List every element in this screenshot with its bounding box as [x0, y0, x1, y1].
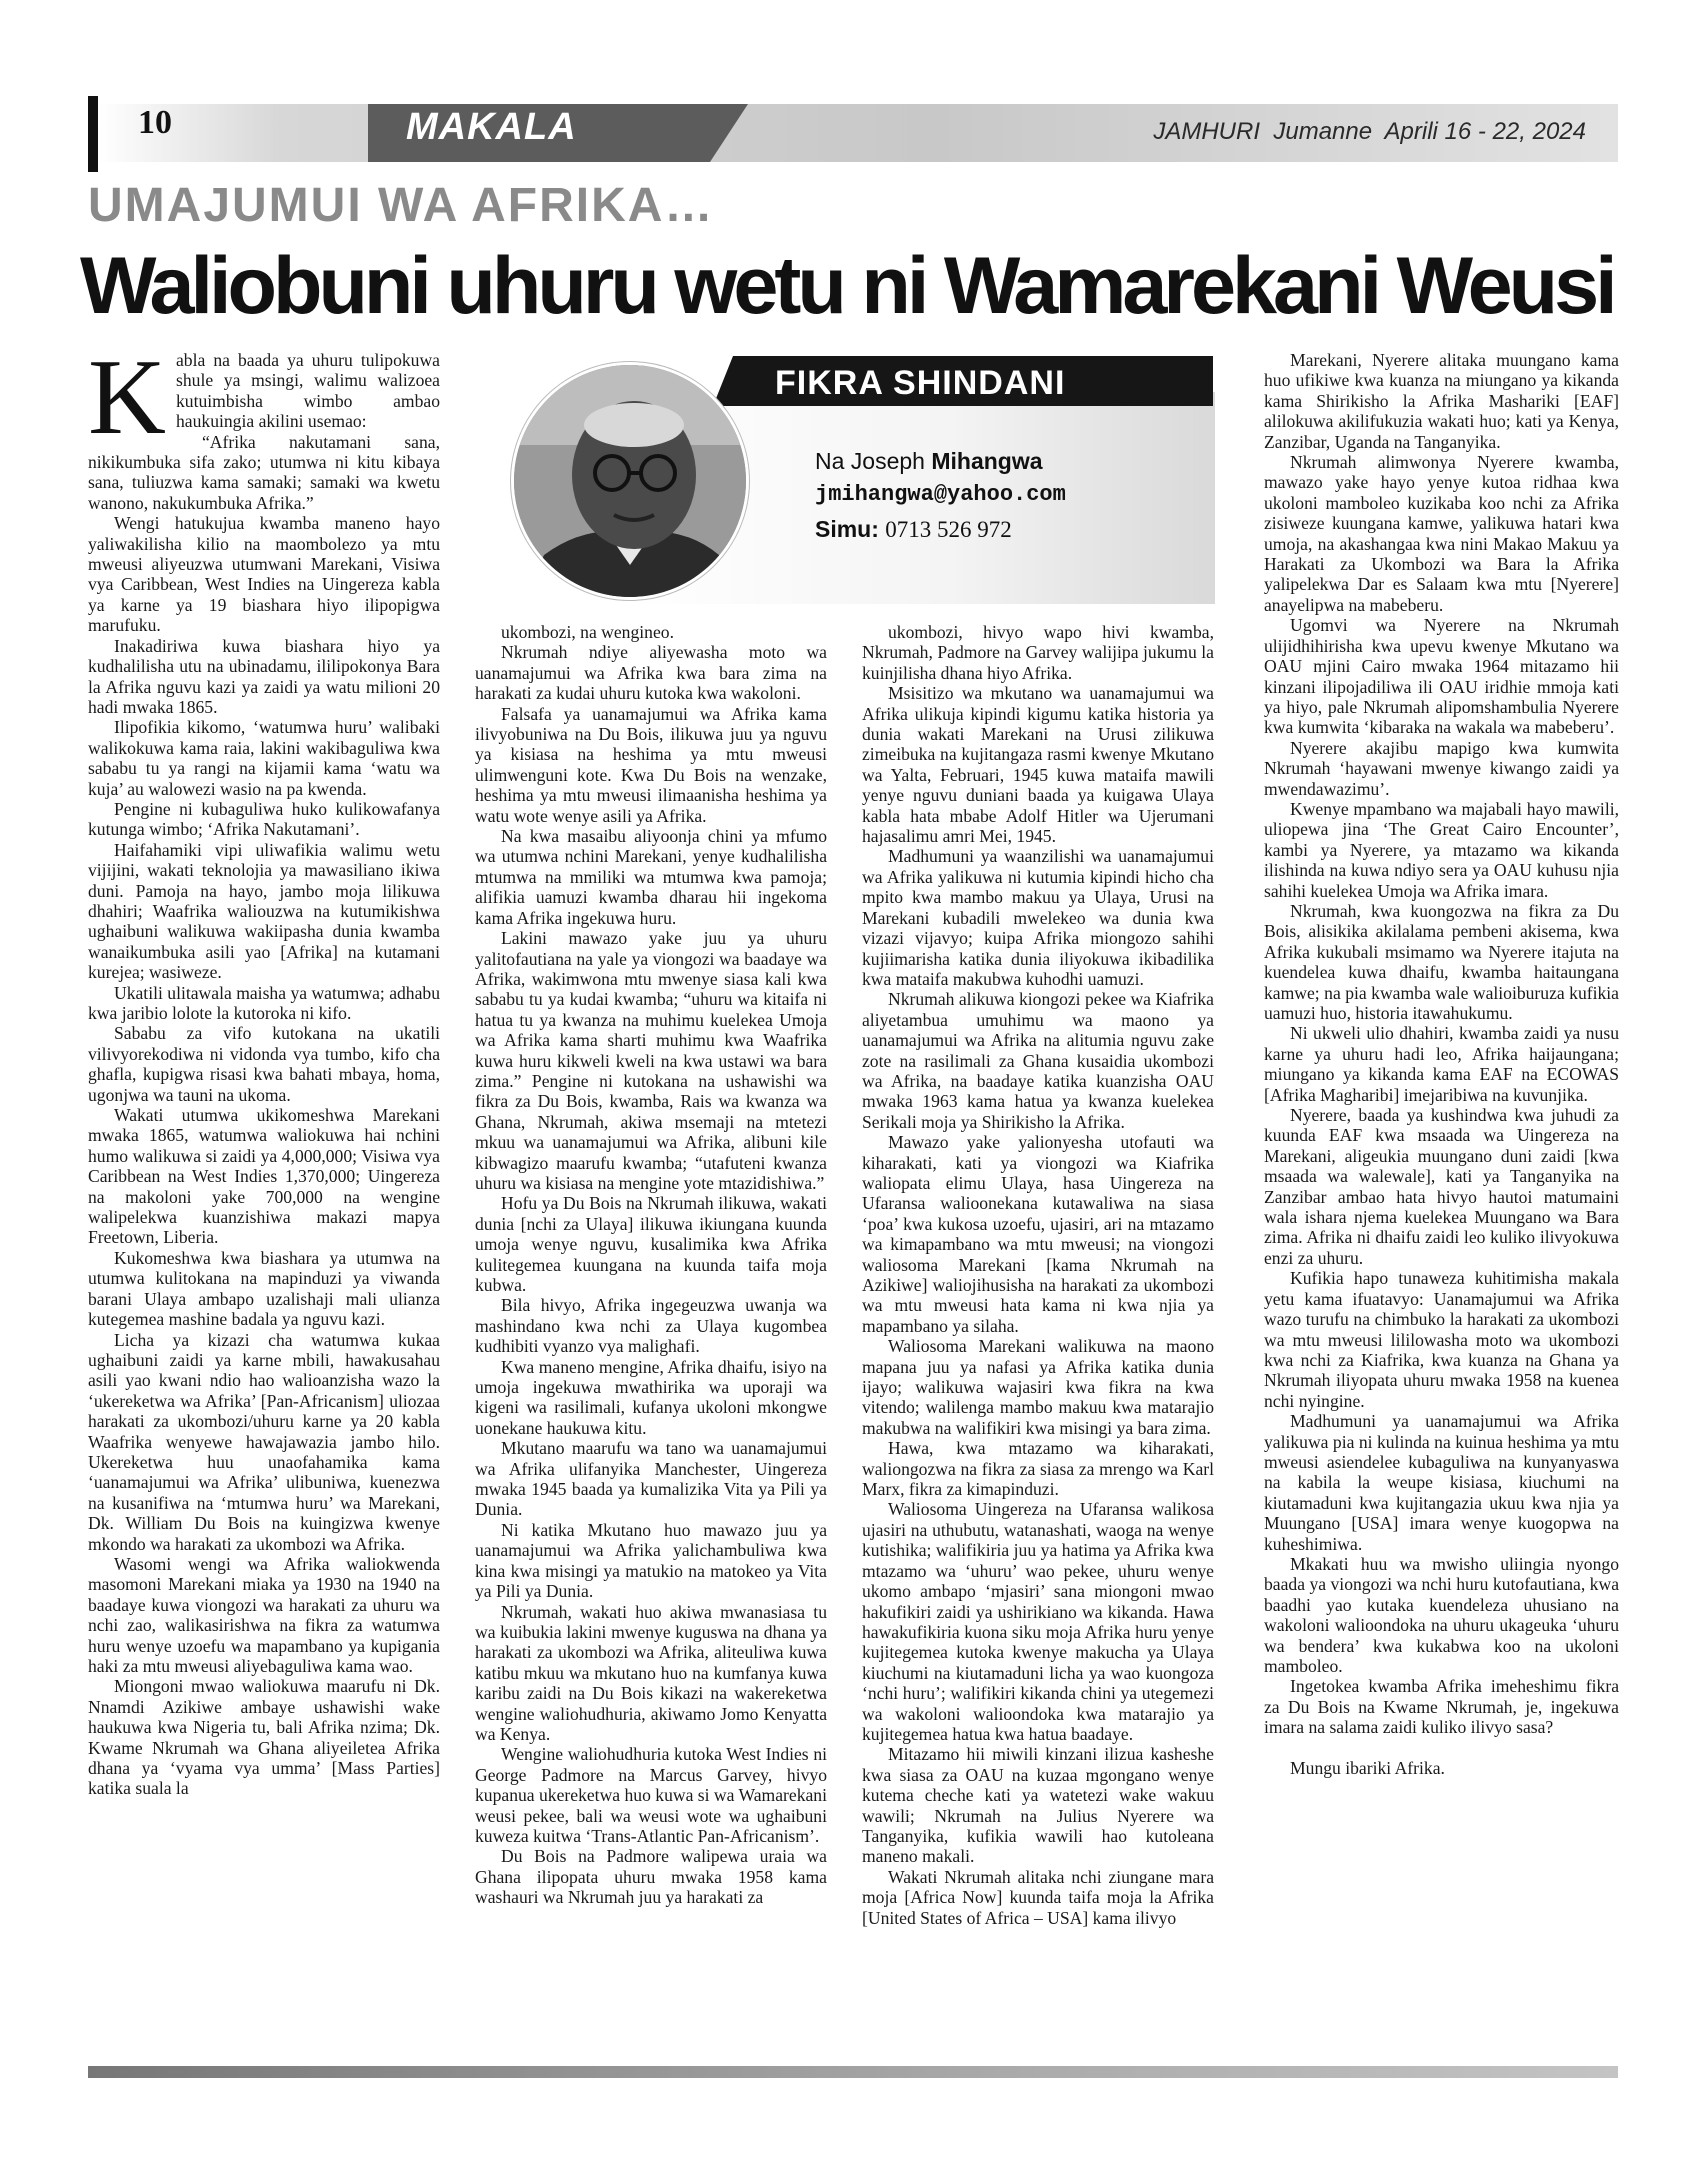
article-paragraph: abla na baada ya uhuru tulipokuwa shule ya msingi, walimu walizoea kutuimbisha wimbo ambao haukuingia akilini usemao:	[176, 350, 440, 432]
article-signoff: Mungu ibariki Afrika.	[1290, 1757, 1445, 1778]
article-paragraph: Nyerere akajibu mapigo kwa kumwita Nkrumah ‘hayawani mwenye kiwango zaidi ya mwendawazimu’.	[1264, 737, 1619, 799]
article-paragraph: Wengi hatukujua kwamba maneno hayo yaliwakilisha kilio na maombolezo ya mtu mweusi aliyeuzwa utumwani Marekani, Visiwa vya Caribbean, West Indies na Uingereza kabla ya karne ya 19 biashara hiyo ilipopigwa marufuku.	[88, 513, 440, 636]
article-paragraph: Bila hivyo, Afrika ingegeuzwa uwanja wa mashindano kwa nchi za Ulaya kugombea kudhibiti vyanzo vya malighafi.	[475, 1295, 827, 1357]
article-paragraph: Nkrumah ndiye aliyewasha moto wa uanamajumui wa Afrika kwa bara zima na harakati za kudai uhuru kutoka kwa wakoloni.	[475, 642, 827, 704]
article-paragraph: Nkrumah alimwonya Nyerere kwamba, mawazo yake hayo yenye kutoa ridhaa kwa ukoloni mamboleo kuzikaba koo nchi za Afrika zisiweze kuungana kamwe, yalikuwa hatari kwa umoja, na akashangaa kwa nini Makao Makuu ya Harakati za Ukombozi wa Bara la Afrika yalipelekwa Dar es Salaam kwa mtu [Nyerere] anayelipwa na mabeberu.	[1264, 452, 1619, 615]
article-paragraph: Waliosoma Uingereza na Ufaransa walikosa ujasiri na uthubutu, watanashati, waoga na wenye kutishika; walifikiria juu ya hatima ya Afrika kwa mtazamo wa ‘uhuru’ wao pekee, uhuru wenye ukomo ambapo ‘mjasiri’ sana miongoni mwao hakufikiri zaidi ya ushirikiano wa kikanda. Hawa hawakufikiria kuona siku moja Afrika huru yenye kujitegemea kutoka kwenye makucha ya Ulaya kiuchumi na kiutamaduni licha ya wao kuongoza ‘nchi huru’; walifikiri kikanda chini ya utegemezi wa wakoloni walioondoka kwa matarajio ya kujitegemea hatua kwa hatua baadaye.	[862, 1499, 1214, 1744]
kicker: UMAJUMUI WA AFRIKA…	[88, 179, 715, 232]
article-paragraph: Ukatili ulitawala maisha ya watumwa; adhabu kwa jaribio lolote la kutoroka ni kifo.	[88, 982, 440, 1023]
column-name: FIKRA SHINDANI	[775, 364, 1066, 402]
bottom-rule	[88, 2066, 1618, 2078]
article-paragraph: Ni katika Mkutano huo mawazo juu ya uanamajumui wa Afrika yalichambuliwa kwa kina kwa misingi ya matukio na matokeo ya Vita ya Pili ya Dunia.	[475, 1519, 827, 1602]
columnist-box	[475, 352, 1221, 608]
article-paragraph: Kukomeshwa kwa biashara ya utumwa na utumwa kulitokana na mapinduzi ya viwanda barani Ulaya ambapo uzalishaji mali ulianza kutegemea mashine badala ya nguvu kazi.	[88, 1247, 440, 1330]
article-column-2	[475, 622, 827, 1908]
article-paragraph: Wengine waliohudhuria kutoka West Indies ni George Padmore na Marcus Garvey, hivyo kupanua ukereketwa huo kuwa si wa Wamarekani weusi pekee, bali wa weusi wote wa ughaibuni kuweza kuitwa ‘Trans-Atlantic Pan-Africanism’.	[475, 1744, 827, 1846]
article-paragraph: “Afrika nakutamani sana, nikikumbuka sifa zako; utumwa ni kitu kibaya sana, tuliuzwa kama samaki; samaki wa kwetu wanono, nakukumbuka Afrika.”	[88, 431, 440, 513]
author-phone: 0713 526 972	[885, 517, 1012, 542]
article-paragraph: Madhumuni ya waanzilishi wa uanamajumui wa Afrika yalikuwa ni kutumia kipindi hicho cha mpito kwa mambo makuu ya Ulaya, Urusi na Marekani kubadili mwelekeo wa dunia kwa vizazi vijavyo; kuipa Afrika miongozo sahihi kujiimarisha katika dunia iliyokuwa ikibadilika kwa mataifa makubwa kuhodhi uamuzi.	[862, 846, 1214, 989]
article-paragraph: Sababu za vifo kutokana na ukatili vilivyorekodiwa ni vidonda vya tumbo, kifo cha ghafla, kupigwa risasi kwa bahati mbaya, homa, ugonjwa wa tauni na ukoma.	[88, 1023, 440, 1105]
headline: Waliobuni uhuru wetu ni Wamarekani Weusi	[80, 241, 1614, 331]
author-byline	[815, 444, 1066, 547]
article-paragraph: Marekani, Nyerere alitaka muungano kama huo ufikiwe kwa kuanza na miungano ya kikanda kama Shirikisho la Afrika Mashariki [EAF] alilokuwa akilifukuzia wakati huo; kati ya Kenya, Zanzibar, Uganda na Tanganyika.	[1264, 350, 1619, 452]
author-name: Mihangwa	[931, 448, 1043, 474]
author-photo	[511, 362, 749, 600]
article-paragraph: Na kwa masaibu aliyoonja chini ya mfumo wa utumwa nchini Marekani, yenye kudhalilisha mtumwa na mmiliki wa mtumwa kwa pamoja; alifikia uamuzi kwamba dharau hii ingekoma kama Afrika ingekuwa huru.	[475, 826, 827, 928]
article-paragraph: Kufikia hapo tunaweza kuhitimisha makala yetu kama ifuatavyo: Uanamajumui wa Afrika wazo turufu na chimbuko la harakati za ukombozi wa mtu mweusi lililowasha moto wa ukombozi kwa nchi za Kiafrika, kwa kuanza na Ghana ya Nkrumah iliyopata uhuru mwaka 1958 na kuenea nchi nyingine.	[1264, 1268, 1619, 1411]
author-email: jmihangwa@yahoo.com	[815, 482, 1066, 507]
article-paragraph: Ingetokea kwamba Afrika imeheshimu fikra za Du Bois na Kwame Nkrumah, je, ingekuwa imara na salama zaidi kuliko ilivyo sasa?	[1264, 1676, 1619, 1738]
article-paragraph: Ilipofikia kikomo, ‘watumwa huru’ walibaki walikokuwa kama raia, lakini wakibaguliwa kwa sababu tu ya rangi na kijamii kama ‘watu wa kuja’ au walowezi wasio na pa kwenda.	[88, 717, 440, 799]
author-phone-line	[815, 512, 1066, 547]
article-column-1	[88, 338, 440, 1799]
article-paragraph: Ni ukweli ulio dhahiri, kwamba zaidi ya nusu karne ya uhuru hadi leo, Afrika haijaungana; miungano ya kikanda kama EAF na ECOWAS [Afrika Magharibi] imejaribiwa na kuvunjika.	[1264, 1023, 1619, 1105]
article-paragraph: Madhumuni ya uanamajumui wa Afrika yalikuwa pia ni kulinda na kuinua heshima ya mtu mweusi asiendelee kubaguliwa na kunyanyaswa na kabila la weupe kisiasa, kiuchumi na kiutamaduni kwa kujitangazia ukuu kwa njia ya Muungano [USA] imara wenye kuogopwa na kuheshimiwa.	[1264, 1411, 1619, 1554]
article-paragraph: Pengine ni kubaguliwa huko kulikowafanya kutunga wimbo; ‘Afrika Nakutamani’.	[88, 798, 440, 840]
page-header	[88, 96, 1618, 170]
article-paragraph: Kwa maneno mengine, Afrika dhaifu, isiyo na umoja ingekuwa mwathirika wa uporaji wa kigeni wa rasilimali, kufanya ukoloni mkongwe uonekane haukuwa kitu.	[475, 1356, 827, 1438]
article-paragraph: Nkrumah, wakati huo akiwa mwanasiasa tu wa kuibukia lakini mwenye kuguswa na dhana ya harakati za ukombozi wa Afrika, aliteuliwa kuwa katibu mkuu wa mkutano huo na kumfanya kuwa karibu zaidi na Du Bois kikazi na wakereketwa wengine waliohudhuria, akiwamo Jomo Kenyatta wa Kenya.	[475, 1601, 827, 1744]
article-paragraph: ukombozi, na wengineo.	[501, 622, 674, 642]
article-paragraph: Mawazo yake yalionyesha utofauti wa kiharakati, kati ya viongozi wa Kiafrika waliopata elimu Ulaya, hasa Uingereza na Ufaransa walioonekana kutawaliwa na siasa ‘poa’ kwa kukosa uzoefu, ujasiri, ari na mtazamo wa kimapambano wa mtu mweusi; na viongozi waliosoma Marekani [kama Nkrumah na Azikiwe] waliojihusisha na harakati za ukombozi wa mtu mweusi hata kama ni kwa njia ya mapambano ya silaha.	[862, 1132, 1214, 1336]
article-paragraph: Licha ya kizazi cha watumwa kukaa ughaibuni zaidi ya karne mbili, hawakusahau asili yao kwani ndio hao walioanzisha wazo la ‘ukereketwa wa Afrika’ [Pan-Africanism] uliozaa harakati za ukombozi/uhuru karne ya 20 kabla Waafrika wenyewe hawajawazia jambo hilo. Ukereketwa huu unaofahamika kama ‘uanamajumui wa Afrika’ ulibuniwa, kuenezwa na kusanifiwa na ‘mtumwa huru’ wa Marekani, Dk. William Du Bois na kuingizwa kwenye mkondo wa harakati za ukombozi wa Afrika.	[88, 1329, 440, 1554]
article-paragraph: Falsafa ya uanamajumui wa Afrika kama ilivyobuniwa na Du Bois, ilikuwa juu ya nguvu ya kisiasa na heshima ya mtu mweusi ulimwenguni kote. Kwa Du Bois na wenzake, heshima ya mtu mweusi ilimaanisha heshima ya watu wote wenye asili ya Afrika.	[475, 703, 827, 826]
article-paragraph: Lakini mawazo yake juu ya uhuru yalitofautiana na yale ya viongozi wa baadaye wa Afrika, wakimwona mtu mwenye siasa kali kwa sababu tu ya kudai kwamba; “uhuru wa kitaifa ni hatua tu ya kwanza na muhimu kuelekea Umoja wa Afrika kama sharti muhimu kwa Waafrika kuwa huru kikweli kweli na kwa ustawi wa bara zima.” Pengine ni kutokana na ushawishi wa fikra za Du Bois, kwamba, Rais wa kwanza wa Ghana, Nkrumah, akiwa msemaji na mtetezi mkuu wa uanamajumui wa Afrika, alibuni kile kibwagizo maarufu kwamba; “utafuteni kwanza uhuru wa kisiasa na mengine yote mtazidishiwa.”	[475, 928, 827, 1193]
article-paragraph: Nyerere, baada ya kushindwa kwa juhudi za kuunda EAF kwa msaada wa Uingereza na Marekani, aligeukia muungano duni zaidi [kwa msaada wa walewale], kati ya Tanganyika na Zanzibar ambao hata hivyo hautoi matumaini wala ishara njema kuelekea Muungano wa Bara zima. Afrika ni dhaifu zaidi leo kuliko ilivyokuwa enzi za uhuru.	[1264, 1105, 1619, 1268]
article-paragraph: Mkakati huu wa mwisho uliingia nyongo baada ya viongozi wa nchi huru kutofautiana, kwa baadhi yao kutaka kuendeleza uhusiano na wakoloni walioondoka na uhuru ukageuka ‘uhuru wa bendera’ kwa kukabwa koo na ukoloni mamboleo.	[1264, 1553, 1619, 1676]
author-portrait-icon	[514, 365, 746, 597]
page-number: 10	[138, 104, 172, 141]
article-paragraph: Wakati Nkrumah alitaka nchi ziungane mara moja [Africa Now] kuunda taifa moja la Afrika [United States of Africa – USA] kama ilivyo	[862, 1866, 1214, 1928]
article-paragraph: Inakadiriwa kuwa biashara hiyo ya kudhalilisha utu na ubinadamu, ililipokonya Bara la Afrika nguvu kazi ya zaidi ya watu milioni 20 hadi mwaka 1865.	[88, 635, 440, 717]
article-paragraph: Wakati utumwa ukikomeshwa Marekani mwaka 1865, watumwa waliokuwa hai nchini humo walikuwa si zaidi ya 4,000,000; Visiwa vya Caribbean na West Indies 1,370,000; Uingereza na makoloni yake 700,000 na wengine walipelekwa kuanzishiwa makazi mapya Freetown, Liberia.	[88, 1105, 440, 1248]
article-paragraph: Wasomi wengi wa Afrika waliokwenda masomoni Marekani miaka ya 1930 na 1940 na baadaye kuwa viongozi wa harakati za uhuru wa nchi zao, walikasirishwa na fikra za watumwa huru wenye uzoefu wa mapambano ya kupigania haki za mtu mweusi aliyebaguliwa kama wao.	[88, 1553, 440, 1676]
author-name-line	[815, 444, 1066, 478]
article-paragraph: Miongoni mwao waliokuwa maarufu ni Dk. Nnamdi Azikiwe ambaye ushawishi wake haukuwa kwa Nigeria tu, bali Afrika nzima; Dk. Kwame Nkrumah wa Ghana aliyeiletea Afrika dhana ya ‘vyama vya umma’ [Mass Parties] katika suala la	[88, 1676, 440, 1799]
article-paragraph: Du Bois na Padmore walipewa uraia wa Ghana ilipopata uhuru mwaka 1958 kama washauri wa Nkrumah juu ya harakati za	[475, 1846, 827, 1908]
article-paragraph: ukombozi, hivyo wapo hivi kwamba, Nkrumah, Padmore na Garvey walijipa jukumu la kuinjilisha dhana hiyo Afrika.	[862, 622, 1214, 683]
header-accent-bar	[88, 96, 98, 172]
article-paragraph: Hawa, kwa mtazamo wa kiharakati, waliongozwa na fikra za siasa za mrengo wa Karl Marx, fikra za kimapinduzi.	[862, 1438, 1214, 1500]
article-paragraph: Kwenye mpambano wa majabali hayo mawili, uliopewa jina ‘The Great Cairo Encounter’, kambi ya Nyerere, ya mtazamo wa kikanda ilishinda na kuwa ndiyo sera ya OAU kuhusu njia sahihi kuelekea Umoja wa Afrika imara.	[1264, 798, 1619, 901]
publication-info	[1153, 118, 1586, 146]
article-paragraph: Nkrumah, kwa kuongozwa na fikra za Du Bois, alisikika akilalama pembeni akisema, kwa Afrika kukubali msimamo wa Nyerere itajuta na kuendelea kuwa dhaifu, kwamba haitaungana kamwe; na pia kwamba wale walioiburuza kufikia uamuzi huo, historia itawahukumu.	[1264, 900, 1619, 1023]
phone-label: Simu:	[815, 516, 879, 542]
article-column-3	[862, 622, 1214, 1928]
byline-prefix: Na Joseph	[815, 448, 925, 474]
article-column-4	[1264, 350, 1619, 1778]
article-paragraph: Nkrumah alikuwa kiongozi pekee wa Kiafrika aliyetambua umuhimu wa maono ya uanamajumui wa Afrika na alitumia nguvu zake zote na rasilimali za Ghana kusaidia ukombozi wa Afrika, na baadaye katika kuanzisha OAU mwaka 1963 kama hatua ya kwanza kuelekea Serikali moja ya Shirikisho la Afrika.	[862, 989, 1214, 1132]
article-paragraph: Ugomvi wa Nyerere na Nkrumah ulijidhihirisha kwa upevu kwenye Mkutano wa OAU mjini Cairo mwaka 1964 mitazamo hii kinzani ilipojadiliwa ili OAU iridhie mmoja kati ya hiyo, pale Nkrumah alipomshambulia Nyerere kwa kumwita ‘kibaraka na wakala wa mabeberu’.	[1264, 615, 1619, 738]
drop-cap: K	[88, 338, 166, 457]
publication-name: JAMHURI	[1153, 118, 1261, 145]
section-name: MAKALA	[406, 106, 577, 148]
article-paragraph: Mkutano maarufu wa tano wa uanamajumui wa Afrika ulifanyika Manchester, Uingereza mwaka 1945 baada ya kumalizika Vita ya Pili ya Dunia.	[475, 1438, 827, 1520]
article-paragraph: Mitazamo hii miwili kinzani ilizua kasheshe kwa siasa za OAU na kuzaa mgongano wenye kutema cheche kati ya watetezi wake wakuu wawili; Nkrumah na Julius Nyerere wa Tanganyika, kufikia wawili hao kutoleana maneno makali.	[862, 1744, 1214, 1867]
article-paragraph: Waliosoma Marekani walikuwa na maono mapana juu ya nafasi ya Afrika katika dunia ijayo; walikuwa wajasiri kwa fikra na kwa vitendo; walilenga mambo makuu kwa matarajio makubwa na walifikiri kwa misingi ya bara zima.	[862, 1336, 1214, 1438]
issue-date: Jumanne Aprili 16 - 22, 2024	[1273, 118, 1586, 145]
article-paragraph: Msisitizo wa mkutano wa uanamajumui wa Afrika ulikuja kipindi kigumu katika historia ya dunia wakati Marekani na Urusi zilikuwa zimeibuka na kujitangaza rasmi kwenye Mkutano wa Yalta, Februari, 1945 kuwa mataifa mawili yenye nguvu duniani baada ya kuigawa Ulaya kabla hata mbabe Adolf Hitler wa Ujerumani hajasalimu amri Mei, 1945.	[862, 683, 1214, 847]
article-paragraph: Haifahamiki vipi uliwafikia walimu wetu vijijini, wakati teknolojia ya mawasiliano ikiwa duni. Pamoja na hayo, jambo moja lilikuwa dhahiri; Waafrika waliouzwa na kutumikishwa ughaibuni walikuwa wakiipasha dunia kwamba wanaikumbuka asili yao [Afrika] na kutamani kurejea; wasiweze.	[88, 839, 440, 983]
article-paragraph: Hofu ya Du Bois na Nkrumah ilikuwa, wakati dunia [nchi za Ulaya] ilikuwa ikiungana kuunda umoja wenye nguvu, kusalimika kwa Afrika kulitegemea kuungana na kuunda taifa moja kubwa.	[475, 1193, 827, 1295]
